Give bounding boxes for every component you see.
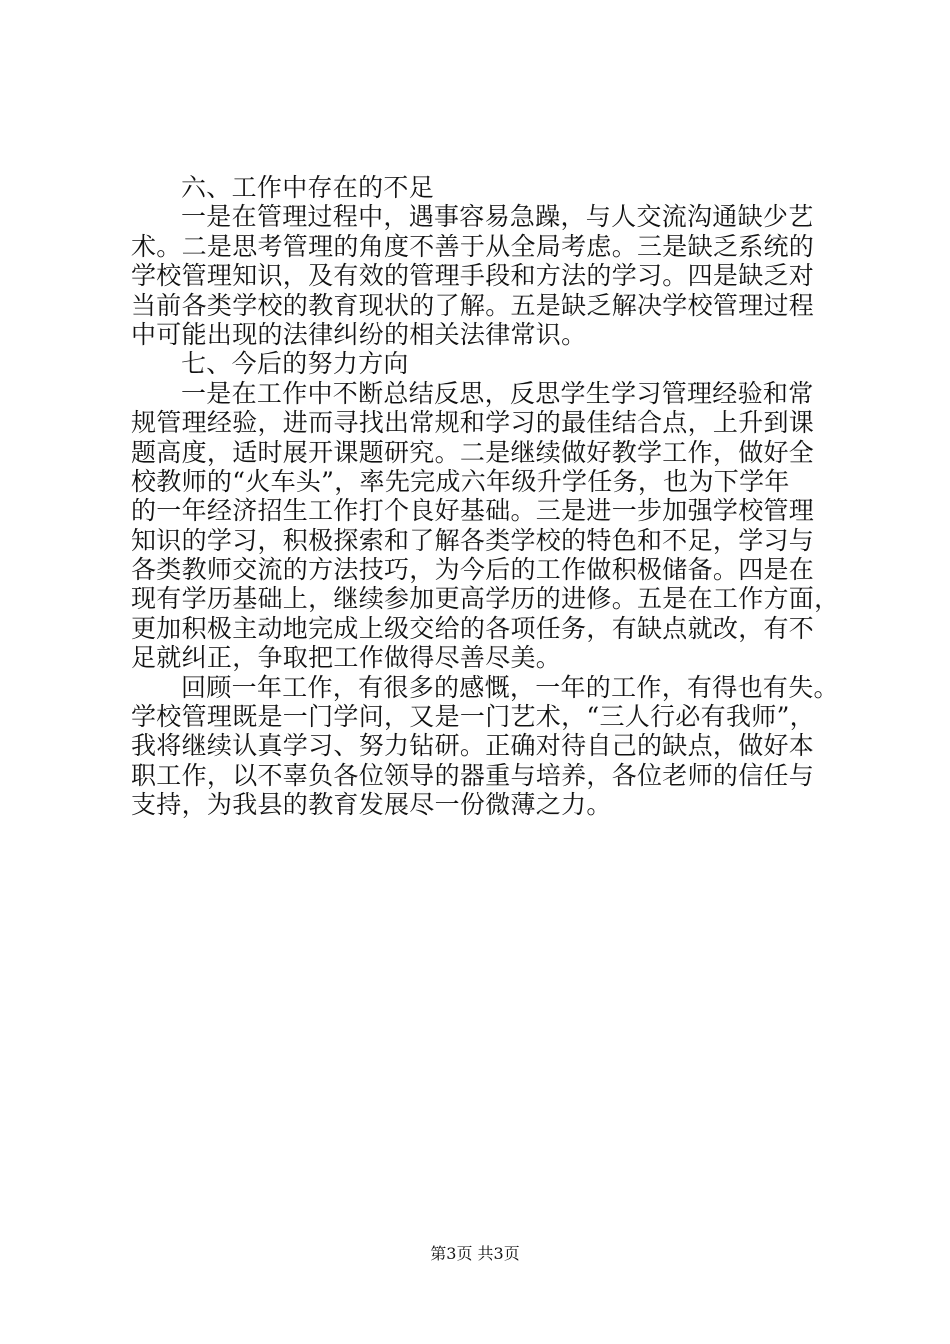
paragraph-line: 足就纠正，争取把工作做得尽善尽美。 xyxy=(131,643,562,673)
paragraph-line: 中可能出现的法律纠纷的相关法律常识。 xyxy=(131,319,587,349)
paragraph-line: 现有学历基础上，继续参加更高学历的进修。五是在工作方面， xyxy=(131,584,840,614)
page-footer xyxy=(0,1244,950,1264)
paragraph-line: 各类教师交流的方法技巧，为今后的工作做积极储备。四是在 xyxy=(131,555,815,585)
paragraph-line: 规管理经验，进而寻找出常规和学习的最佳结合点，上升到课 xyxy=(131,408,815,438)
paragraph-line: 一是在管理过程中，遇事容易急躁，与人交流沟通缺少艺 xyxy=(181,202,814,232)
document-body xyxy=(131,173,840,820)
paragraph-line: 的一年经济招生工作打个良好基础。三是进一步加强学校管理 xyxy=(131,496,815,526)
paragraph-line: 术。二是思考管理的角度不善于从全局考虑。三是缺乏系统的 xyxy=(131,231,815,261)
paragraph-line: 一是在工作中不断总结反思，反思学生学习管理经验和常 xyxy=(181,378,814,408)
paragraph-line: 当前各类学校的教育现状的了解。五是缺乏解决学校管理过程 xyxy=(131,290,815,320)
conclusion-line: 回顾一年工作，有很多的感慨，一年的工作，有得也有失。 xyxy=(181,672,839,702)
conclusion-line: 学校管理既是一门学问，又是一门艺术，“三人行必有我师”， xyxy=(131,702,815,732)
conclusion-line: 职工作，以不辜负各位领导的器重与培养，各位老师的信任与 xyxy=(131,760,815,790)
section-heading-future-direction: 七、今后的努力方向 xyxy=(181,349,409,379)
conclusion-line: 我将继续认真学习、努力钻研。正确对待自己的缺点，做好本 xyxy=(131,731,815,761)
paragraph-line: 校教师的“火车头”，率先完成六年级升学任务，也为下学年 xyxy=(131,466,790,496)
section-heading-shortcomings: 六、工作中存在的不足 xyxy=(181,173,435,202)
paragraph-line: 题高度，适时展开课题研究。二是继续做好教学工作，做好全 xyxy=(131,437,815,467)
paragraph-line: 更加积极主动地完成上级交给的各项任务，有缺点就改，有不 xyxy=(131,613,815,643)
page-number-label: 第3页 共3页 xyxy=(430,1244,520,1263)
paragraph-line: 学校管理知识，及有效的管理手段和方法的学习。四是缺乏对 xyxy=(131,261,815,291)
conclusion-line: 支持，为我县的教育发展尽一份微薄之力。 xyxy=(131,790,612,820)
paragraph-line: 知识的学习，积极探索和了解各类学校的特色和不足，学习与 xyxy=(131,525,815,555)
